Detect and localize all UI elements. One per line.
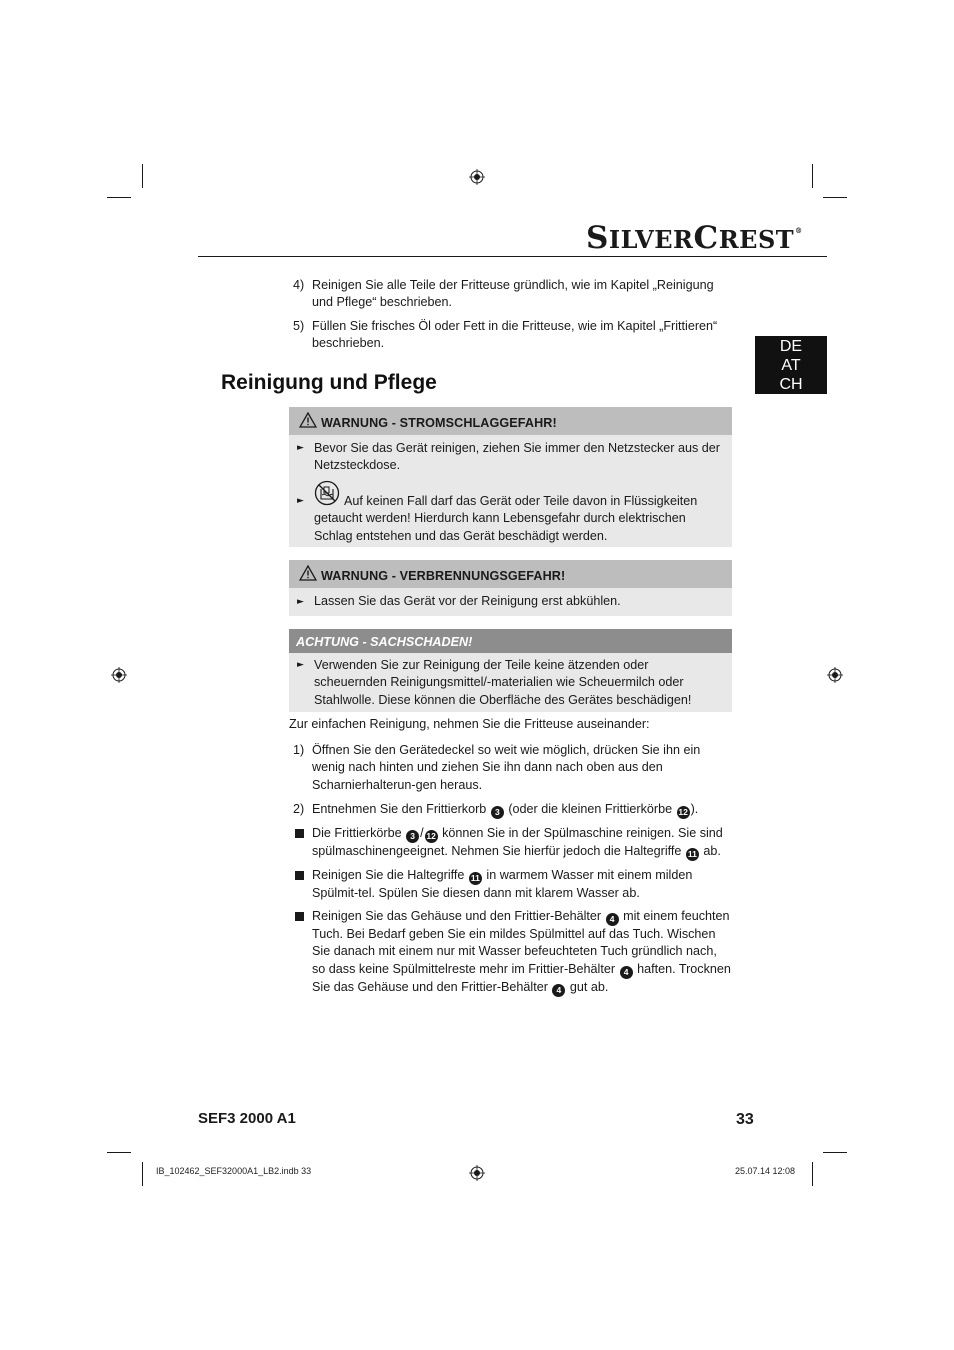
crop-mark xyxy=(142,1162,143,1186)
warning-header: WARNUNG - VERBRENNUNGSGEFAHR! xyxy=(289,560,732,588)
print-slug-file: IB_102462_SEF32000A1_LB2.indb 33 xyxy=(156,1166,312,1176)
header-rule xyxy=(198,256,827,257)
warning-bullet: Bevor Sie das Gerät reinigen, ziehen Sie immer den Netzstecker aus der Netzsteckdose. xyxy=(314,441,720,473)
list-item: 1) Öffnen Sie den Gerätedeckel so weit wie möglich, drücken Sie ihn ein wenig nach hinten und ziehen Sie ihn dann nach oben aus den Scharnierhalterun-gen heraus. xyxy=(293,743,701,792)
warning-header: WARNUNG - STROMSCHLAGGEFAHR! xyxy=(289,407,732,435)
crop-mark xyxy=(812,164,813,188)
warning-triangle-icon xyxy=(299,412,317,428)
list-item: 2) Entnehmen Sie den Frittierkorb 3 (oder die kleinen Frittierkörbe 12 ). xyxy=(293,802,699,817)
warning-box-burn xyxy=(289,560,732,616)
crop-mark xyxy=(107,197,131,198)
list-item: Die Frittierkörbe 3 / 12 können Sie in der Spülmaschine reinigen. Sie sind spülmaschinengeeignet. Nehmen Sie hierfür jedoch die Haltegriffe 11 ab. xyxy=(293,825,733,861)
part-number-badge: 4 xyxy=(606,913,619,926)
language-tab xyxy=(755,336,827,394)
part-number-badge: 11 xyxy=(687,849,697,859)
model-number: SEF3 2000 A1 xyxy=(198,1110,296,1127)
caution-box xyxy=(289,629,732,712)
part-number-badge: 4 xyxy=(620,966,633,979)
crop-mark xyxy=(823,197,847,198)
crop-mark xyxy=(812,1162,813,1186)
part-number-badge: 11 xyxy=(470,873,480,883)
registration-mark-icon xyxy=(827,667,843,683)
caution-header: ACHTUNG - SACHSCHADEN! xyxy=(289,629,732,653)
square-bullet-icon xyxy=(295,829,304,838)
bullet-arrow-icon: ► xyxy=(297,597,304,607)
bullet-arrow-icon: ► xyxy=(297,443,304,453)
square-bullet-icon xyxy=(295,912,304,921)
crop-mark xyxy=(107,1152,131,1153)
language-code: AT xyxy=(781,357,801,374)
part-number-badge: 3 xyxy=(491,806,504,819)
list-item: Reinigen Sie die Haltegriffe 11 in warmem Wasser mit einem milden Spülmit-tel. Spülen Sie diesen dann mit klarem Wasser ab. xyxy=(293,867,733,902)
brand-logo: SILVERCREST® xyxy=(586,220,803,256)
registration-mark-icon xyxy=(469,1165,485,1181)
language-code: DE xyxy=(779,338,803,355)
crop-mark xyxy=(823,1152,847,1153)
bullet-arrow-icon: ► xyxy=(297,496,304,506)
warning-box-electric xyxy=(289,407,732,547)
list-item: 5) Füllen Sie frisches Öl oder Fett in die Fritteuse, wie im Kapitel „Frittieren“ beschrieben. xyxy=(293,319,718,351)
bullet-arrow-icon: ► xyxy=(297,660,304,670)
section-title: Reinigung und Pflege xyxy=(221,371,437,394)
print-slug-date: 25.07.14 12:08 xyxy=(735,1166,796,1176)
part-number-badge: 12 xyxy=(678,807,688,817)
paragraph: Zur einfachen Reinigung, nehmen Sie die Fritteuse auseinander: xyxy=(289,717,650,731)
part-number-badge: 12 xyxy=(426,831,436,841)
list-item: Reinigen Sie das Gehäuse und den Frittier-Behälter 4 mit einem feuchten Tuch. Bei Bedarf geben Sie ein mildes Spülmittel auf das Tuch. Wischen Sie danach mit einem nur mit Wasser befeuchteten Tuch gründlich nach, so dass keine Spülmittelreste mehr im Frittier-Behälter 4 haften. Trocknen Sie das Gehäuse und den Frittier-Behälter 4 gut ab. xyxy=(293,908,733,997)
warning-bullet: Lassen Sie das Gerät vor der Reinigung erst abkühlen. xyxy=(314,594,621,608)
page-number: 33 xyxy=(736,1111,754,1128)
warning-bullet: Auf keinen Fall darf das Gerät oder Teile davon in Flüssigkeiten getaucht werden! Hierdurch kann Lebensgefahr durch elektrischen Schlag entstehen und das Gerät beschädigt werden. xyxy=(314,494,698,543)
registration-mark-icon xyxy=(469,169,485,185)
warning-triangle-icon xyxy=(299,565,317,581)
crop-mark xyxy=(142,164,143,188)
language-code: CH xyxy=(779,376,803,393)
square-bullet-icon xyxy=(295,871,304,880)
part-number-badge: 4 xyxy=(552,984,565,997)
part-number-badge: 3 xyxy=(406,830,419,843)
caution-bullet: Verwenden Sie zur Reinigung der Teile keine ätzenden oder scheuernden Reinigungsmittel/-materialien wie Scheuermilch oder Stahlwolle. Diese können die Oberfläche des Gerätes beschädigen! xyxy=(314,658,692,707)
registration-mark-icon xyxy=(111,667,127,683)
list-item: 4) Reinigen Sie alle Teile der Fritteuse gründlich, wie im Kapitel „Reinigung und Pflege“ beschrieben. xyxy=(293,278,714,310)
